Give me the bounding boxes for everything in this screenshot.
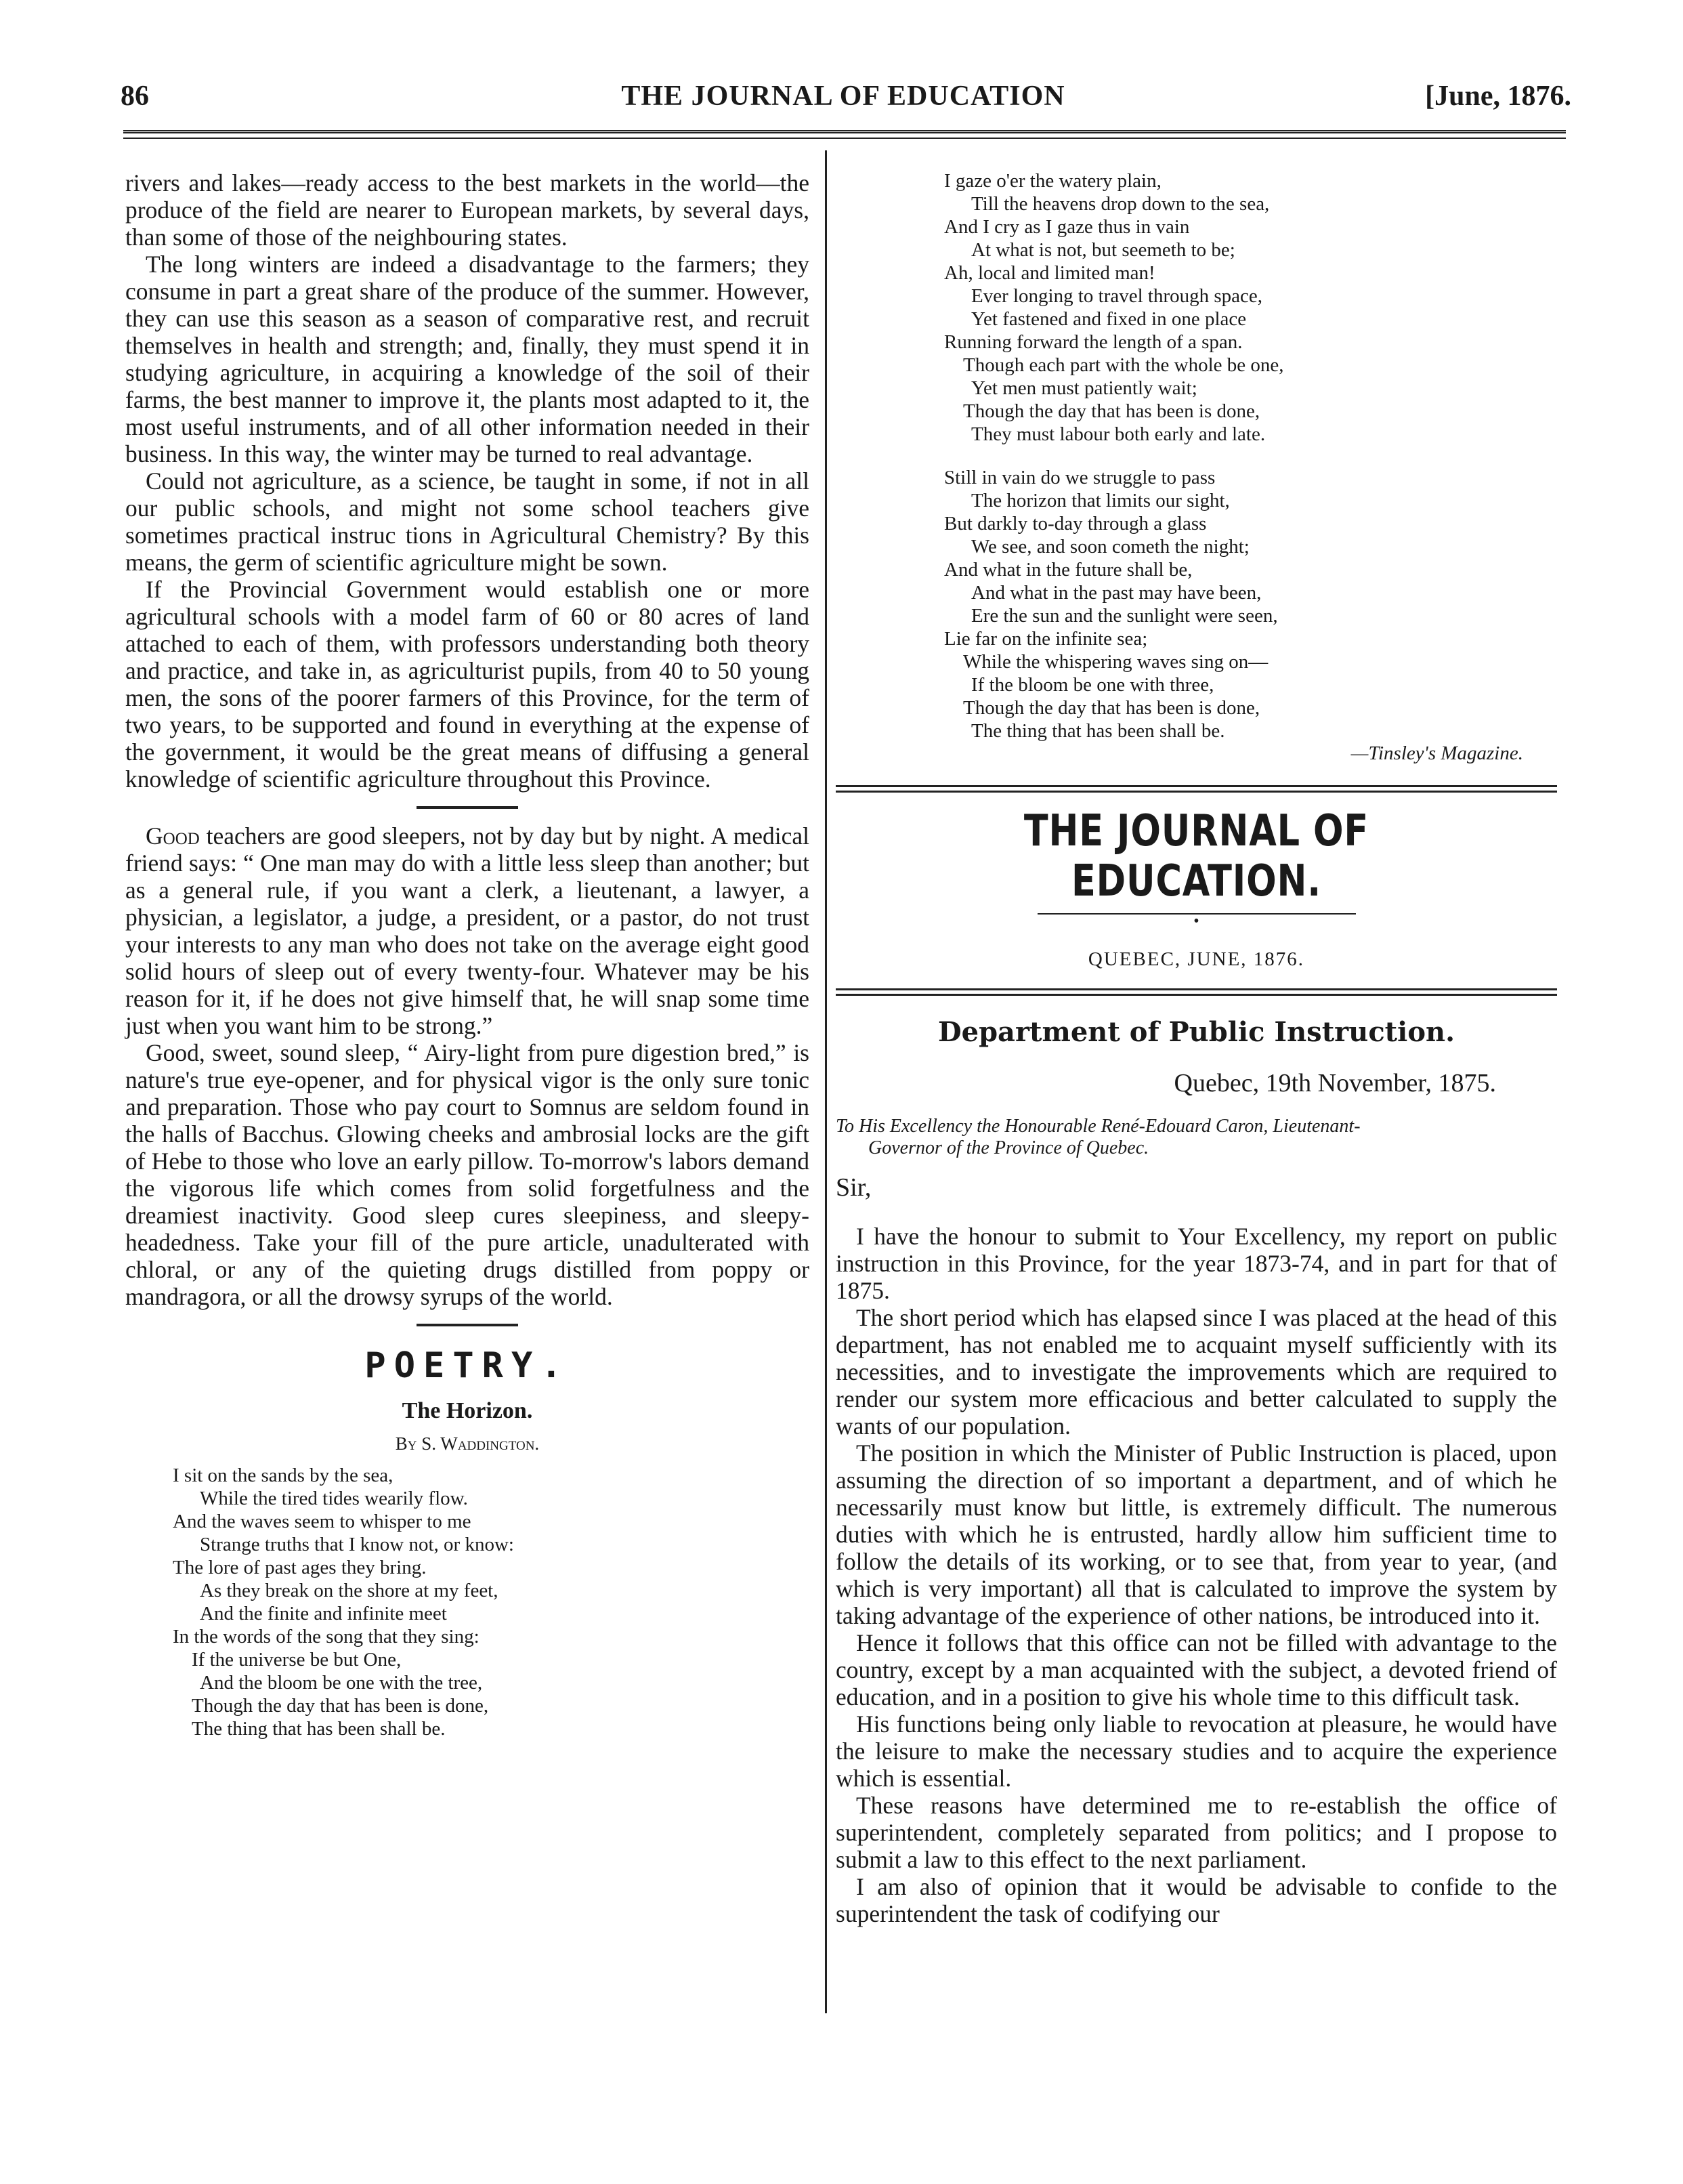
report-paragraph-1: I have the honour to submit to Your Excellency, my report on public instruction in this Province, for the year 1873-74, and in part for that of 1875. [836,1223,1557,1304]
agriculture-paragraph-4: If the Provincial Government would establish one or more agricultural schools with a model farm of 60 or 80 acres of land attached to each of them, with professors understanding both theory and practice, and take in, as agriculturist pupils, from 40 to 50 young men, the sons of the poorer farmers of this Province, for the term of two years, to be supported and found in everything at the expense of the government, it would be the great means of diffusing a general knowledge of scientific agriculture throughout this Province. [125,576,809,793]
masthead-ornament-rule: • [1038,913,1356,928]
report-paragraph-7: I am also of opinion that it would be advisable to confide to the superintendent the task of codifying our [836,1873,1557,1927]
poem-line: Though each part with the whole be one, [963,354,1284,376]
poem-line: And the waves seem to whisper to me [173,1511,471,1532]
column-divider [825,150,827,2013]
poem-line: They must labour both early and late. [971,423,1266,445]
poem-stanza-2 [836,169,1557,446]
poem-line: And what in the future shall be, [944,559,1193,581]
section-rule [417,1324,518,1326]
poem-line: The lore of past ages they bring. [173,1557,427,1578]
journal-masthead: THE JOURNAL OF EDUCATION. [1023,806,1369,906]
address-line-2: Governor of the Province of Quebec. [868,1137,1149,1158]
poem-stanza-1 [125,1464,809,1740]
poem-line: Yet fastened and fixed in one place [971,308,1247,330]
poem-line: Ah, local and limited man! [944,262,1155,284]
poem-line: Running forward the length of a span. [944,331,1243,353]
poem-line: Though the day that has been is done, [963,400,1260,422]
poem-attribution: —Tinsley's Magazine. [1350,742,1523,764]
right-column [836,169,1557,1927]
letter-salutation: Sir, [836,1173,872,1202]
department-heading: Department of Public Instruction. [937,1016,1455,1048]
poem-line: Lie far on the infinite sea; [944,628,1148,650]
poem-line: The horizon that limits our sight, [971,490,1230,511]
poem-line: The thing that has been shall be. [971,720,1225,742]
poem-line: But darkly to-day through a glass [944,513,1207,534]
issue-date: [June, 1876. [1425,81,1571,112]
running-title: THE JOURNAL OF EDUCATION [621,81,1065,112]
report-paragraph-3: The position in which the Minister of Public Instruction is placed, upon assuming the direction of so important a department, and of which he necessarily must know but little, is extremely difficult. The numerous duties with which he is entrusted, hardly allow him sufficient time to follow the details of its working, or to see that, from year to year, (and which is very important) all that is calculated to improve the system by taking advantage of the experience of other nations, be introduced into it. [836,1440,1557,1629]
poem-line: While the tired tides wearily flow. [200,1488,468,1509]
poem-line: If the bloom be one with three, [971,674,1214,696]
section-rule [417,806,518,809]
report-paragraph-2: The short period which has elapsed since I was placed at the head of this department, has not enabled me to acquaint myself sufficiently with its necessities, and to investigate the improvements which are required to render our system more efficacious and better calculated to supply the wants of our population. [836,1304,1557,1440]
left-column [125,169,809,1740]
poem-line: If the universe be but One, [192,1649,402,1671]
letter-date: Quebec, 19th November, 1875. [1174,1069,1496,1097]
agriculture-paragraph-1: rivers and lakes—ready access to the best markets in the world—the produce of the field are nearer to European markets, by several days, than some of those of the neighbouring states. [125,169,809,251]
letter-address [836,1116,1557,1159]
poem-line: I sit on the sands by the sea, [173,1465,393,1486]
report-paragraph-6: These reasons have determined me to re-establish the office of superintendent, completely separated from politics; and I propose to submit a law to this effect to the next parliament. [836,1792,1557,1873]
agriculture-paragraph-2: The long winters are indeed a disadvantage to the farmers; they consume in part a great share of the produce of the summer. However, they can use this season as a season of comparative rest, and recruit themselves in health and strength; and, finally, they must spend it in studying agriculture, in acquiring a knowledge of the soil of their farms, the best manner to improve it, the plants most adapted to it, the most useful instruments, and of all other information needed in their business. In this way, the winter may be turned to real advantage. [125,251,809,467]
poem-stanza-3 [836,466,1557,742]
report-paragraph-4: Hence it follows that this office can not be filled with advantage to the country, except by a man acquainted with the subject, a devoted friend of education, and in a position to give his whole time to this difficult task. [836,1629,1557,1710]
sleep-lead-word: Good [146,822,200,849]
poem-byline: By S. Waddington. [395,1433,540,1454]
page-number: 86 [121,81,149,112]
poem-line: Ever longing to travel through space, [971,285,1263,307]
poem-line: In the words of the song that they sing: [173,1626,480,1647]
report-paragraph-5: His functions being only liable to revocation at pleasure, he would have the leisure to make the necessary studies and to acquire the experience which is essential. [836,1710,1557,1792]
poem-title: The Horizon. [402,1398,533,1423]
poem-line: At what is not, but seemeth to be; [971,239,1235,261]
agriculture-paragraph-3: Could not agriculture, as a science, be taught in some, if not in all our public schools, and might not some school teachers give sometimes practical instruc tions in Agricultural Chemistry? By this means, the germ of scientific agriculture might be sown. [125,467,809,576]
poetry-heading: POETRY. [364,1345,570,1386]
sleep-paragraph-2: Good, sweet, sound sleep, “ Airy-light from pure digestion bred,” is nature's true eye-opener, and for physical vigor is the only sure tonic and preparation. Those who pay court to Somnus are seldom found in the halls of Bacchus. Glowing cheeks and ambrosial locks are the gift of Hebe to those who love an early pillow. To-morrow's labors demand the vigorous life which comes from solid forgetfulness and the dreamiest inactivity. Good sleep cures sleepiness, and sleepy-headedness. Take your fill of the pure article, unadulterated with chloral, or any of the quieting drugs distilled from poppy or mandragora, or all the drowsy syrups of the world. [125,1039,809,1310]
running-header [115,80,1571,121]
poem-line: And I cry as I gaze thus in vain [944,216,1190,238]
sleep-paragraph-1-text: teachers are good sleepers, not by day but by night. A medical friend says: “ One man may do with a little less sleep than another; but as a general rule, if you want a clerk, a lieutenant, a lawyer, a physician, a legislator, a judge, a president, or a pastor, do not trust your interests to any man who does not take on the average eight good solid hours of sleep out of every twenty-four. Whatever may be his reason for it, if he does not give himself that, he will snap some time just when you want him to be strong.” [125,822,810,1039]
poem-line: While the whispering waves sing on— [963,651,1269,673]
sleep-paragraph-1 [125,822,809,1039]
address-line-1: To His Excellency the Honourable René-Edouard Caron, Lieutenant- [836,1116,1361,1137]
poem-line: We see, and soon cometh the night; [971,536,1250,558]
masthead-rule-bottom [836,988,1557,996]
journal-dateline: QUEBEC, JUNE, 1876. [1088,948,1305,970]
poem-line: Ere the sun and the sunlight were seen, [971,605,1278,627]
poem-line: Still in vain do we struggle to pass [944,467,1216,488]
poem-line: And the finite and infinite meet [200,1603,447,1624]
poem-line: And what in the past may have been, [971,582,1262,604]
header-rule [123,130,1566,139]
poem-line: Though the day that has been is done, [192,1695,489,1717]
poem-line: As they break on the shore at my feet, [200,1580,498,1601]
poem-line: And the bloom be one with the tree, [200,1672,483,1694]
poem-line: Till the heavens drop down to the sea, [971,193,1270,215]
masthead-rule-top [836,785,1557,793]
poem-line: The thing that has been shall be. [192,1718,446,1740]
poem-line: Strange truths that I know not, or know: [200,1534,514,1555]
poem-line: Yet men must patiently wait; [971,377,1197,399]
poem-line: I gaze o'er the watery plain, [944,170,1162,192]
poem-line: Though the day that has been is done, [963,697,1260,719]
